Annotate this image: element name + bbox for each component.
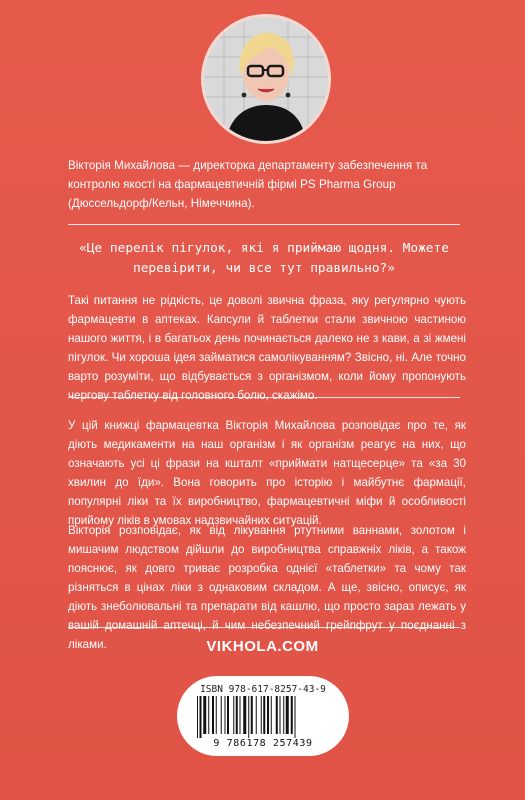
barcode-bar [263,696,265,734]
barcode-digits: 9 786178 257439 [213,738,313,749]
barcode-bar [212,696,214,734]
barcode-bar [261,696,262,734]
isbn-label: ISBN 978-617-8257-43-9 [200,684,326,695]
barcode-bar [251,696,253,734]
barcode-bar [248,696,249,738]
barcode-bar [243,696,246,734]
barcode-bar [233,696,234,734]
isbn-barcode-panel [177,676,349,756]
divider-top [68,224,460,225]
barcode-bar [295,696,296,738]
barcode-bar [221,696,222,734]
barcode-bar [256,696,257,734]
barcode-bar [200,696,202,738]
barcode-bar [280,696,281,734]
publisher-website: VIKHOLA.COM [206,638,319,655]
divider-bottom [68,627,460,628]
barcode-bar [216,696,217,734]
barcode-bar [208,696,209,734]
description-paragraph-1: Такі питання не рідкість, це доволі звична фраза, яку регулярно чують фармацевти в аптеках. Капсули й таблетки стали звичною частиною нашого життя, і в багатьох день починається далеко не з кави, а зі жмені пігулок. Чи хороша ідея займатися самолікуванням? Звісно, ні. Але точно варто розуміти, що відбувається з організмом, коли йому пропонують чергову таблетку від головного болю, скажімо. [68,294,466,402]
barcode-bar [236,696,238,734]
barcode-bar [197,696,198,738]
barcode-bar [283,696,284,734]
barcode-bar [267,696,269,734]
barcode-bar [240,696,241,734]
author-bio: Вікторія Михайлова — директорка департаменту забезпечення та контролю якості на фармацевтичній фірмі PS Pharma Group (Дюссельдорф/Кельн, Німеччина). [68,159,428,210]
pull-quote: «Це перелік пігулок, які я приймаю щодня. Можете перевірити, чи все тут правильно?» [79,241,449,276]
barcode-bar [291,696,293,734]
barcode-bar [203,696,206,734]
barcode-bar [286,696,289,734]
barcode-bar [271,696,272,734]
barcode-bar [225,696,226,734]
barcode-bar [227,696,229,734]
divider-middle [68,397,460,398]
description-paragraph-2: У цій книжці фармацевтка Вікторія Михайлова розповідає про те, як діють медикаменти на наш організм і як організм реагує на них, що означають усі ці фрази на кшталт «приймати натщесерце» та «за 30 хвилин до їди». Вона говорить про історію і майбутнє фармації, популярні ліки та їх виробництво, фармацевтичні міфи й особливості прийому ліків в умовах надзвичайних ситуацій. [68,419,466,527]
description-paragraph-3: Вікторія розповідає, як від лікування ртутними ваннами, золотом і мишачим людством дійшли до виробництва справжніх ліків, а також пояснює, як довго триває розробка однієї «таблетки» та чому так різняться в цінах ліки з однаковим складом. А ще, звісно, описує, як діють знеболювальні та препарати від кашлю, що просто зараз лежать у вашій домашній аптечці, й чим небезпечний грейпфрут у поєднанні з ліками. [68,524,466,651]
barcode-bar [276,696,278,734]
author-photo [201,14,331,144]
author-photo-illustration [204,17,328,141]
barcode-icon [195,696,331,738]
